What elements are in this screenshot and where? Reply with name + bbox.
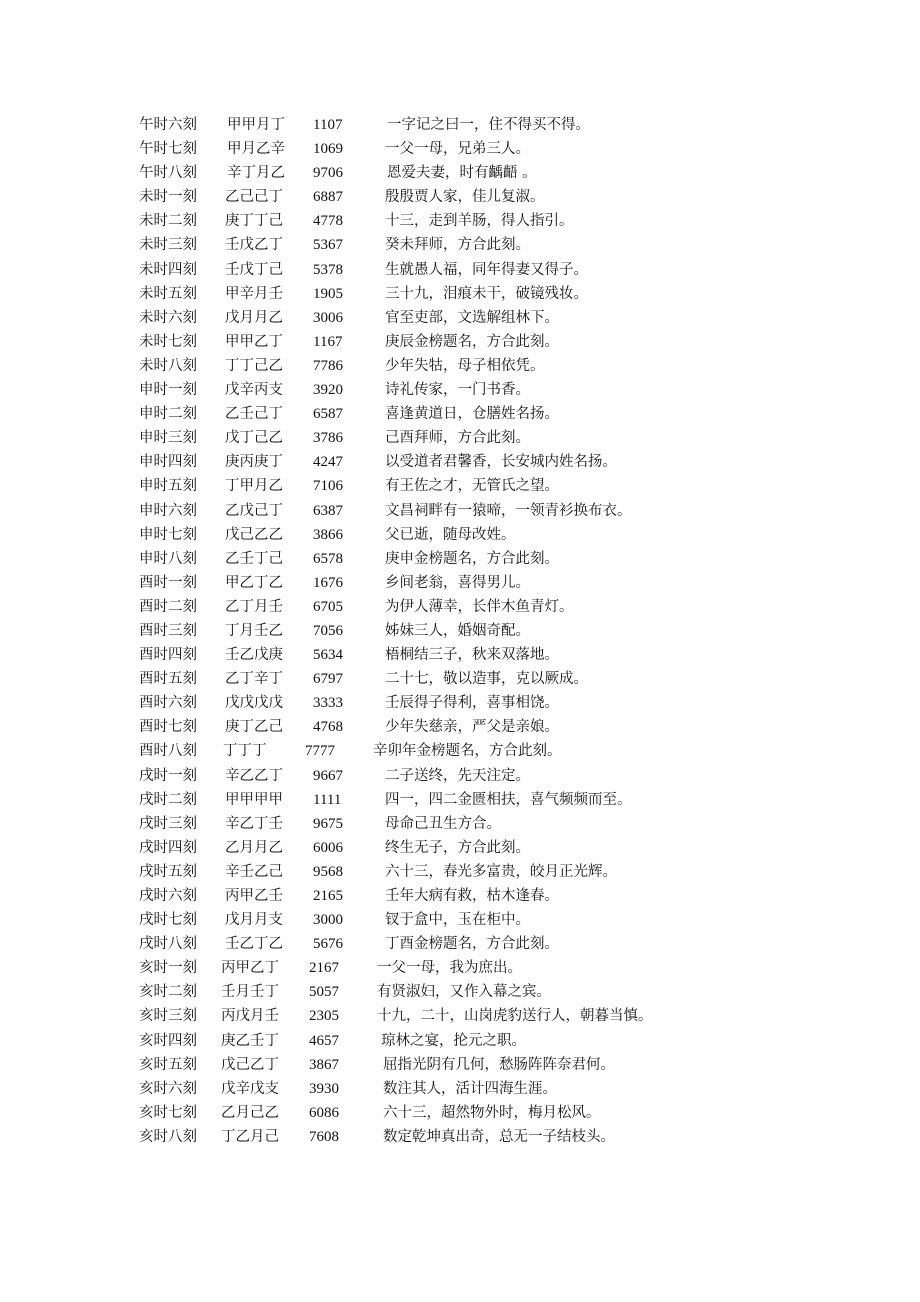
table-row — [139, 715, 699, 739]
stems-cell: 壬戊乙丁 — [225, 237, 283, 254]
stems-cell: 壬乙戊庚 — [225, 647, 283, 664]
table-row — [139, 932, 699, 956]
verse-cell: 六十三，春光多富贵，皎月正光辉。 — [385, 863, 617, 880]
stems-cell: 戊辛丙支 — [225, 382, 283, 399]
verse-cell: 琼林之宴，抡元之职。 — [381, 1032, 526, 1049]
table-row — [139, 378, 699, 402]
stems-cell: 戊月月乙 — [225, 309, 283, 326]
number-cell: 4657 — [309, 1032, 339, 1049]
number-cell: 7786 — [313, 357, 343, 374]
verse-cell: 庚申金榜题名，方合此刻。 — [385, 550, 559, 567]
stems-cell: 辛乙乙丁 — [225, 767, 283, 784]
time-cell: 申时四刻 — [139, 454, 197, 471]
time-cell: 未时五刻 — [139, 285, 197, 302]
time-cell: 酉时一刻 — [139, 574, 197, 591]
table-row — [139, 739, 699, 763]
stems-cell: 甲辛月壬 — [225, 285, 283, 302]
number-cell: 1107 — [313, 117, 343, 133]
verse-cell: 少年失慈亲，严父是亲娘。 — [385, 719, 559, 736]
table-row — [139, 1077, 699, 1101]
verse-cell: 壬年大病有救，枯木逢春。 — [385, 888, 559, 904]
table-row — [139, 619, 699, 643]
stems-cell: 戊己乙乙 — [225, 526, 283, 543]
fortune-table — [139, 113, 699, 1149]
verse-cell: 十三，走到羊肠，得人指引。 — [385, 213, 574, 230]
number-cell: 5057 — [309, 984, 339, 1001]
table-row — [139, 643, 699, 667]
verse-cell: 屈指光阴有几何，愁肠阵阵奈君何。 — [383, 1056, 615, 1073]
time-cell: 戌时二刻 — [139, 791, 197, 808]
table-row — [139, 161, 699, 185]
stems-cell: 庚丙庚丁 — [225, 454, 283, 471]
number-cell: 6086 — [309, 1104, 339, 1121]
table-row — [139, 426, 699, 450]
verse-cell: 二十七，敬以造事，克以厥成。 — [385, 671, 588, 688]
number-cell: 1167 — [313, 333, 343, 350]
time-cell: 戌时七刻 — [139, 912, 197, 929]
verse-cell: 文昌祠畔有一猿啼，一领青衫换布衣。 — [385, 502, 632, 519]
stems-cell: 壬戊丁己 — [225, 261, 283, 278]
number-cell: 6705 — [313, 598, 343, 615]
number-cell: 3333 — [313, 695, 343, 712]
time-cell: 午时六刻 — [139, 117, 197, 133]
stems-cell: 辛乙丁壬 — [225, 815, 283, 832]
time-cell: 酉时六刻 — [139, 695, 197, 712]
number-cell: 6887 — [313, 189, 343, 206]
stems-cell: 乙己己丁 — [225, 189, 283, 206]
time-cell: 申时一刻 — [139, 382, 197, 399]
verse-cell: 生就愚人福，同年得妻又得子。 — [385, 261, 588, 278]
table-row — [139, 523, 699, 547]
verse-cell: 癸未拜师，方合此刻。 — [385, 237, 530, 254]
stems-cell: 丁月壬乙 — [225, 622, 283, 639]
stems-cell: 乙丁月壬 — [225, 598, 283, 615]
stems-cell: 戊丁己乙 — [225, 430, 283, 447]
stems-cell: 乙月己乙 — [221, 1104, 279, 1121]
table-row — [139, 474, 699, 498]
table-row — [139, 667, 699, 691]
number-cell: 9675 — [313, 815, 343, 832]
table-row — [139, 1029, 699, 1053]
table-row — [139, 812, 699, 836]
stems-cell: 壬乙丁乙 — [225, 936, 283, 953]
time-cell: 酉时八刻 — [139, 743, 197, 760]
verse-cell: 十九，二十，山岗虎豹送行人，朝暮当慎。 — [377, 1008, 653, 1025]
verse-cell: 庚辰金榜题名，方合此刻。 — [385, 333, 559, 350]
time-cell: 酉时二刻 — [139, 598, 197, 615]
verse-cell: 为伊人薄幸，长伴木鱼青灯。 — [385, 598, 574, 615]
verse-cell: 辛卯年金榜题名，方合此刻。 — [373, 743, 562, 760]
verse-cell: 有王佐之才，无管氏之望。 — [385, 478, 559, 495]
verse-cell: 姊妹三人，婚姻奇配。 — [385, 622, 530, 639]
number-cell: 3006 — [313, 309, 343, 326]
number-cell: 1676 — [313, 574, 343, 591]
table-row — [139, 836, 699, 860]
time-cell: 亥时一刻 — [139, 960, 197, 977]
stems-cell: 丁丁己乙 — [225, 357, 283, 374]
table-row — [139, 1125, 699, 1149]
number-cell: 9667 — [313, 767, 343, 784]
verse-cell: 诗礼传家，一门书香。 — [385, 382, 530, 399]
stems-cell: 丙甲乙壬 — [225, 888, 283, 904]
number-cell: 2305 — [309, 1008, 339, 1025]
number-cell: 6587 — [313, 406, 343, 423]
number-cell: 3786 — [313, 430, 343, 447]
stems-cell: 乙戊己丁 — [225, 502, 283, 519]
time-cell: 亥时七刻 — [139, 1104, 197, 1121]
time-cell: 申时二刻 — [139, 406, 197, 423]
stems-cell: 丙戊月壬 — [221, 1008, 279, 1025]
table-row — [139, 1053, 699, 1077]
stems-cell: 甲甲甲甲 — [225, 791, 283, 808]
number-cell: 2165 — [313, 888, 343, 904]
table-row — [139, 137, 699, 161]
verse-cell: 一父一母，我为庶出。 — [377, 960, 522, 977]
time-cell: 申时八刻 — [139, 550, 197, 567]
stems-cell: 乙壬丁己 — [225, 550, 283, 567]
table-row — [139, 282, 699, 306]
number-cell: 1069 — [313, 141, 343, 158]
stems-cell: 甲月乙辛 — [227, 141, 285, 158]
table-row — [139, 306, 699, 330]
time-cell: 戌时六刻 — [139, 888, 197, 904]
stems-cell: 戊月月支 — [225, 912, 283, 929]
number-cell: 4778 — [313, 213, 343, 230]
time-cell: 未时七刻 — [139, 333, 197, 350]
stems-cell: 丁甲月乙 — [225, 478, 283, 495]
table-row — [139, 571, 699, 595]
time-cell: 亥时八刻 — [139, 1128, 197, 1145]
time-cell: 未时六刻 — [139, 309, 197, 326]
verse-cell: 少年失牯，母子相依凭。 — [385, 357, 545, 374]
stems-cell: 甲甲月丁 — [227, 117, 285, 133]
table-row — [139, 1004, 699, 1028]
time-cell: 未时二刻 — [139, 213, 197, 230]
table-row — [139, 185, 699, 209]
number-cell: 6578 — [313, 550, 343, 567]
verse-cell: 母命己丑生方合。 — [385, 815, 501, 832]
time-cell: 酉时七刻 — [139, 719, 197, 736]
number-cell: 7106 — [313, 478, 343, 495]
time-cell: 酉时三刻 — [139, 622, 197, 639]
number-cell: 7777 — [305, 743, 335, 760]
number-cell: 4768 — [313, 719, 343, 736]
number-cell: 6006 — [313, 839, 343, 856]
stems-cell: 乙壬己丁 — [225, 406, 283, 423]
table-row — [139, 788, 699, 812]
number-cell: 6797 — [313, 671, 343, 688]
table-row — [139, 330, 699, 354]
time-cell: 酉时五刻 — [139, 671, 197, 688]
table-row — [139, 354, 699, 378]
table-row — [139, 402, 699, 426]
time-cell: 戌时五刻 — [139, 863, 197, 880]
verse-cell: 终生无子，方合此刻。 — [385, 839, 530, 856]
number-cell: 5676 — [313, 936, 343, 953]
number-cell: 9568 — [313, 863, 343, 880]
table-row — [139, 233, 699, 257]
stems-cell: 甲乙丁乙 — [225, 574, 283, 591]
table-row — [139, 1101, 699, 1125]
verse-cell: 有贤淑妇，又作入幕之宾。 — [377, 984, 551, 1001]
number-cell: 7056 — [313, 622, 343, 639]
table-row — [139, 595, 699, 619]
stems-cell: 辛壬乙己 — [225, 863, 283, 880]
verse-cell: 一字记之曰一，住不得买不得。 — [387, 117, 590, 133]
time-cell: 亥时四刻 — [139, 1032, 197, 1049]
stems-cell: 乙丁辛丁 — [225, 671, 283, 688]
verse-cell: 钗于盒中，玉在柜中。 — [385, 912, 530, 929]
stems-cell: 乙月月乙 — [225, 839, 283, 856]
number-cell: 5367 — [313, 237, 343, 254]
table-row — [139, 908, 699, 932]
stems-cell: 戊辛戊支 — [221, 1080, 279, 1097]
verse-cell: 父已逝，随母改姓。 — [385, 526, 516, 543]
time-cell: 戌时三刻 — [139, 815, 197, 832]
verse-cell: 丁酉金榜题名，方合此刻。 — [385, 936, 559, 953]
verse-cell: 恩爱夫妻，时有齲齬 。 — [387, 165, 537, 182]
number-cell: 3866 — [313, 526, 343, 543]
number-cell: 3000 — [313, 912, 343, 929]
verse-cell: 以受道者君馨香，长安城内姓名扬。 — [385, 454, 617, 471]
time-cell: 未时一刻 — [139, 189, 197, 206]
time-cell: 亥时三刻 — [139, 1008, 197, 1025]
number-cell: 2167 — [309, 960, 339, 977]
stems-cell: 庚丁乙己 — [225, 719, 283, 736]
table-row — [139, 113, 699, 137]
time-cell: 午时八刻 — [139, 165, 197, 182]
table-row — [139, 499, 699, 523]
table-row — [139, 884, 699, 908]
time-cell: 申时七刻 — [139, 526, 197, 543]
time-cell: 戌时八刻 — [139, 936, 197, 953]
table-row — [139, 980, 699, 1004]
table-row — [139, 547, 699, 571]
verse-cell: 四一，四二金匮相扶，喜气频频而至。 — [385, 791, 632, 808]
verse-cell: 壬辰得子得利，喜事相饶。 — [385, 695, 559, 712]
number-cell: 4247 — [313, 454, 343, 471]
time-cell: 戌时一刻 — [139, 767, 197, 784]
verse-cell: 一父一母，兄弟三人。 — [385, 141, 530, 158]
stems-cell: 庚乙壬丁 — [221, 1032, 279, 1049]
verse-cell: 二子送终，先天注定。 — [385, 767, 530, 784]
table-row — [139, 450, 699, 474]
time-cell: 未时四刻 — [139, 261, 197, 278]
number-cell: 1905 — [313, 285, 343, 302]
verse-cell: 梧桐结三子，秋来双落地。 — [385, 647, 559, 664]
time-cell: 亥时五刻 — [139, 1056, 197, 1073]
verse-cell: 三十九，泪痕未干，破镜残妆。 — [385, 285, 588, 302]
verse-cell: 己酉拜师，方合此刻。 — [385, 430, 530, 447]
time-cell: 酉时四刻 — [139, 647, 197, 664]
verse-cell: 数定乾坤真出奇，总无一子结枝头。 — [383, 1128, 615, 1145]
verse-cell: 六十三，超然物外时，梅月松风。 — [383, 1104, 601, 1121]
time-cell: 未时八刻 — [139, 357, 197, 374]
number-cell: 5634 — [313, 647, 343, 664]
stems-cell: 甲甲乙丁 — [225, 333, 283, 350]
time-cell: 申时五刻 — [139, 478, 197, 495]
time-cell: 午时七刻 — [139, 141, 197, 158]
stems-cell: 壬月壬丁 — [221, 984, 279, 1001]
stems-cell: 丁乙月己 — [221, 1128, 279, 1145]
stems-cell: 丁丁丁 — [223, 743, 267, 760]
table-row — [139, 860, 699, 884]
table-row — [139, 691, 699, 715]
table-row — [139, 209, 699, 233]
stems-cell: 庚丁丁己 — [225, 213, 283, 230]
time-cell: 申时三刻 — [139, 430, 197, 447]
verse-cell: 数注其人，活计四海生涯。 — [383, 1080, 557, 1097]
verse-cell: 官至吏部，文选解组林下。 — [385, 309, 559, 326]
time-cell: 亥时二刻 — [139, 984, 197, 1001]
number-cell: 7608 — [309, 1128, 339, 1145]
verse-cell: 喜逢黄道日，仓膳姓名扬。 — [385, 406, 559, 423]
stems-cell: 辛丁月乙 — [227, 165, 285, 182]
table-row — [139, 956, 699, 980]
number-cell: 1111 — [313, 791, 342, 808]
stems-cell: 戊己乙丁 — [221, 1056, 279, 1073]
number-cell: 3920 — [313, 382, 343, 399]
time-cell: 未时三刻 — [139, 237, 197, 254]
table-row — [139, 764, 699, 788]
verse-cell: 殷殷贾人家，佳儿复淑。 — [385, 189, 545, 206]
time-cell: 亥时六刻 — [139, 1080, 197, 1097]
verse-cell: 乡间老翁，喜得男儿。 — [385, 574, 530, 591]
number-cell: 6387 — [313, 502, 343, 519]
number-cell: 9706 — [313, 165, 343, 182]
time-cell: 戌时四刻 — [139, 839, 197, 856]
number-cell: 3930 — [309, 1080, 339, 1097]
number-cell: 3867 — [309, 1056, 339, 1073]
stems-cell: 戊戊戊戊 — [225, 695, 283, 712]
time-cell: 申时六刻 — [139, 502, 197, 519]
number-cell: 5378 — [313, 261, 343, 278]
table-row — [139, 258, 699, 282]
stems-cell: 丙甲乙丁 — [221, 960, 279, 977]
